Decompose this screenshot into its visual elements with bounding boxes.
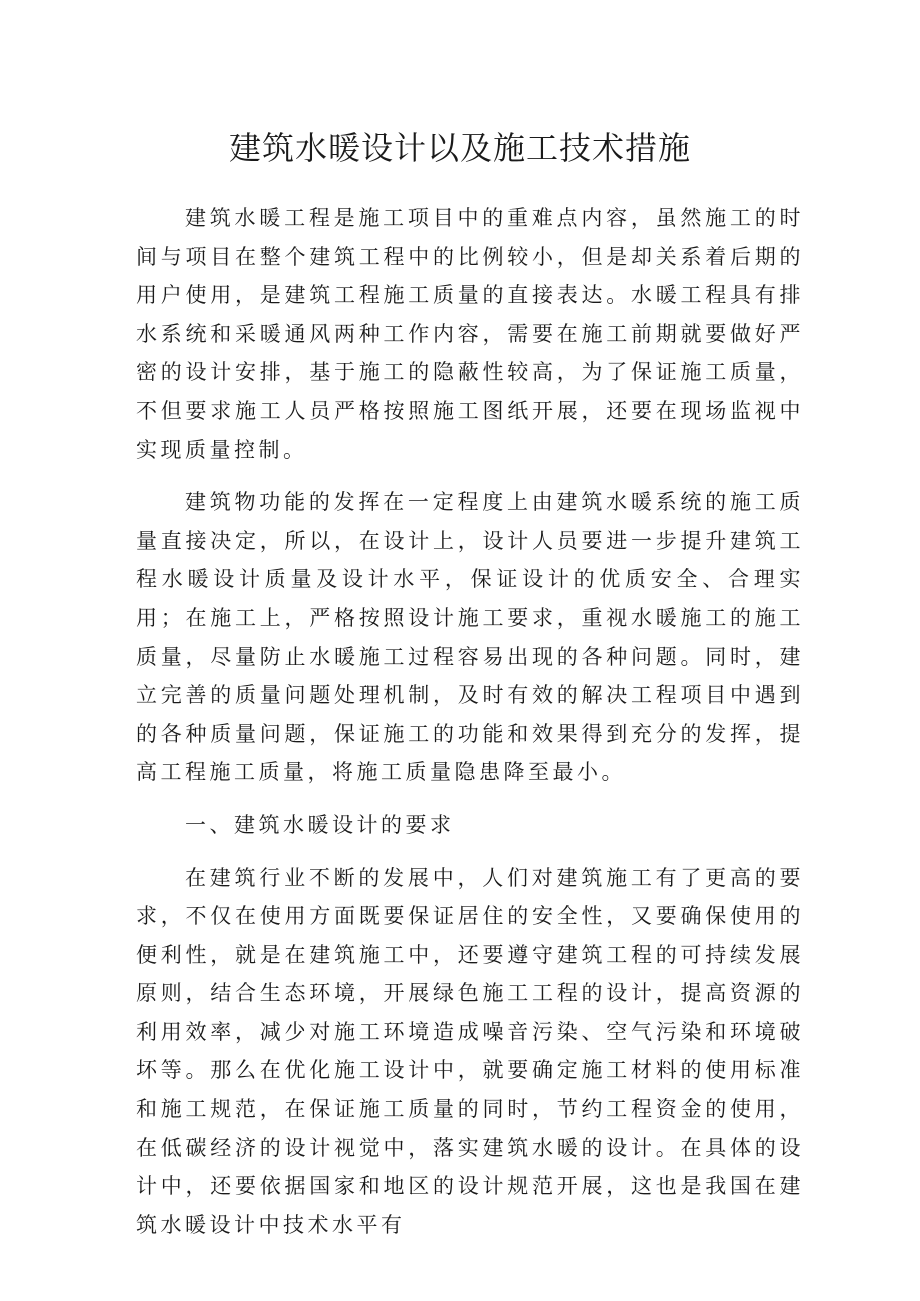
section-heading: 一、建筑水暖设计的要求 <box>185 812 455 837</box>
document-title: 建筑水暖设计以及施工技术措施 <box>228 129 691 167</box>
intro-paragraph-1: 建筑水暖工程是施工项目中的重难点内容，虽然施工的时间与项目在整个建筑工程中的比例较小，但是却关系着后期的用户使用，是建筑工程施工质量的直接表达。水暖工程具有排水系统和采暖通风两种工作内容，需要在施工前期就要做好严密的设计安排，基于施工的隐蔽性较高，为了保证施工质量，不但要求施工人员严格按照施工图纸开展，还要在现场监视中实现质量控制。 <box>136 206 804 462</box>
section-paragraph: 在建筑行业不断的发展中，人们对建筑施工有了更高的要求，不仅在使用方面既要保证居住的安全性，又要确保使用的便利性，就是在建筑施工中，还要遵守建筑工程的可持续发展原则，结合生态环境，开展绿色施工工程的设计，提高资源的利用效率，减少对施工环境造成噪音污染、空气污染和环境破坏等。那么在优化施工设计中，就要确定施工材料的使用标准和施工规范，在保证施工质量的同时，节约工程资金的使用，在低碳经济的设计视觉中，落实建筑水暖的设计。在具体的设计中，还要依据国家和地区的设计规范开展，这也是我国在建筑水暖设计中技术水平有 <box>136 865 804 1237</box>
intro-paragraph-2: 建筑物功能的发挥在一定程度上由建筑水暖系统的施工质量直接决定，所以，在设计上，设计人员要进一步提升建筑工程水暖设计质量及设计水平，保证设计的优质安全、合理实用；在施工上，严格按照设计施工要求，重视水暖施工的施工质量，尽量防止水暖施工过程容易出现的各种问题。同时，建立完善的质量问题处理机制，及时有效的解决工程项目中遇到的各种质量问题，保证施工的功能和效果得到充分的发挥，提高工程施工质量，将施工质量隐患降至最小。 <box>136 490 804 785</box>
document-body <box>136 199 804 1258</box>
